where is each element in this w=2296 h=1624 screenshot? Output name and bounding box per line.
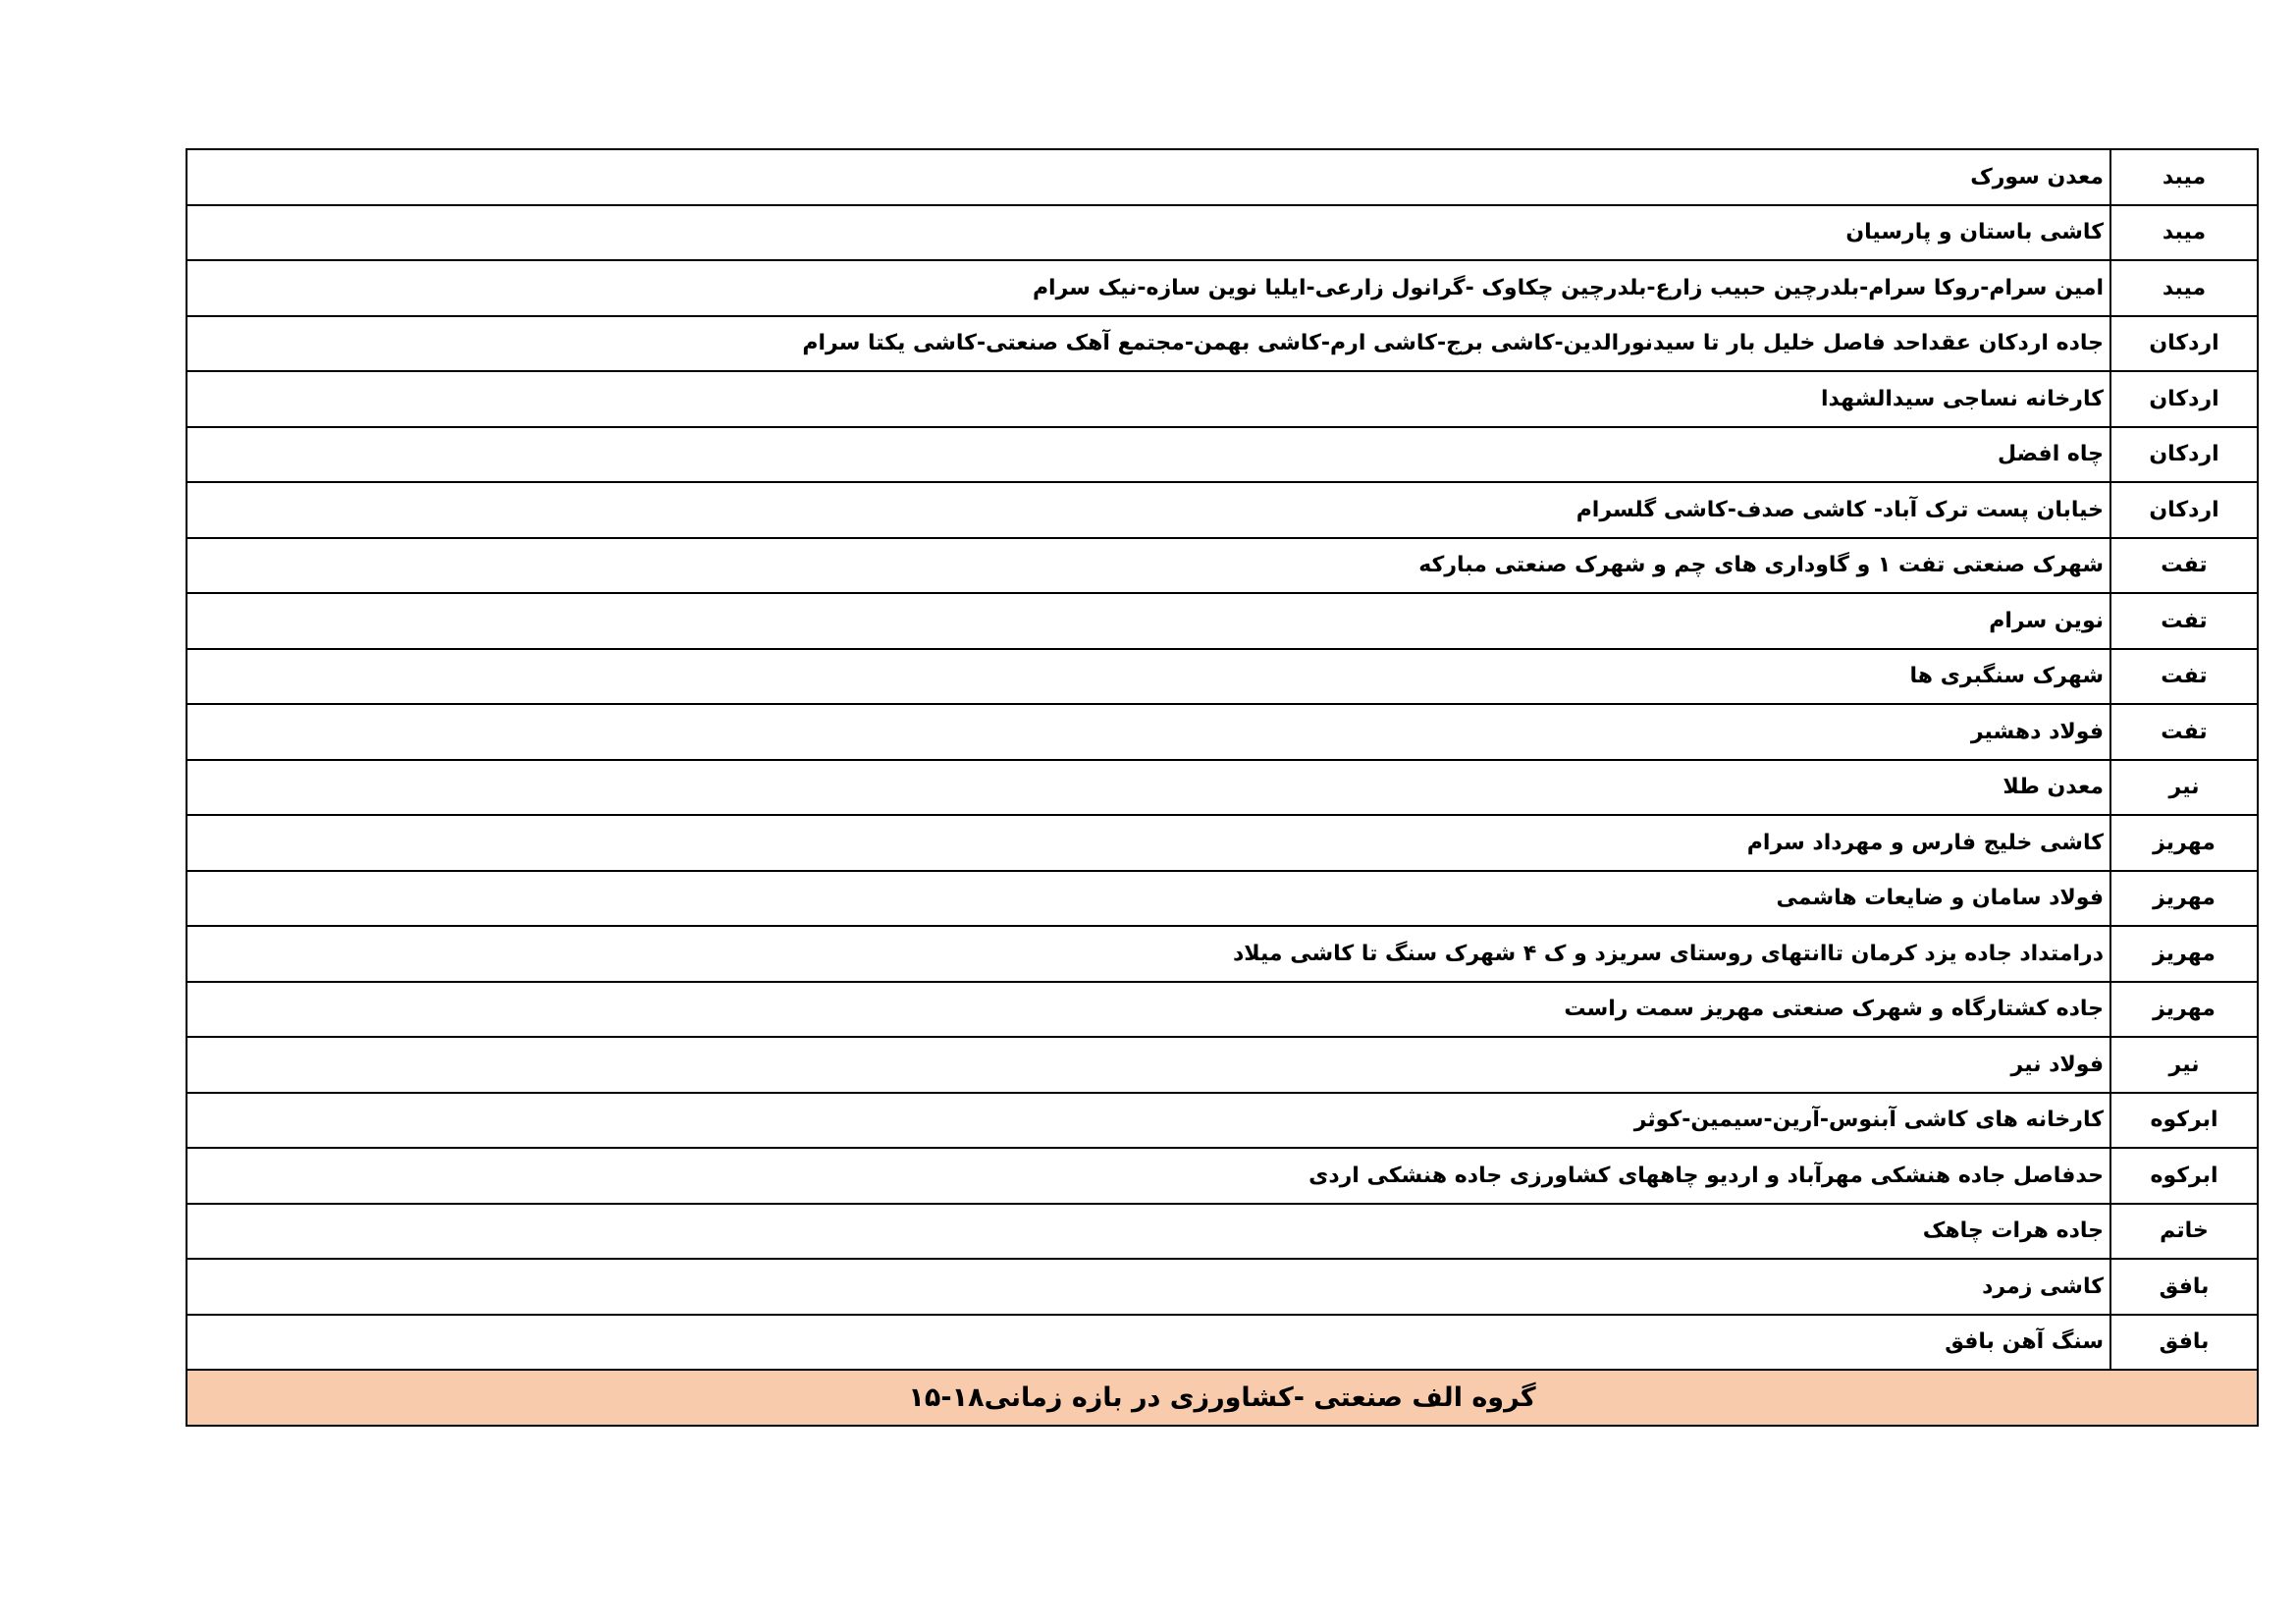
table-row xyxy=(187,704,2258,760)
area-cell: شهرک صنعتی تفت ۱ و گاوداری های چم و شهرک صنعتی مبارکه xyxy=(187,538,2110,594)
table-row xyxy=(187,649,2258,705)
city-cell: مهریز xyxy=(2110,815,2258,871)
city-cell: مهریز xyxy=(2110,926,2258,982)
table-row xyxy=(187,1259,2258,1315)
city-cell: اردکان xyxy=(2110,316,2258,372)
city-cell: نیر xyxy=(2110,1037,2258,1093)
city-cell: تفت xyxy=(2110,593,2258,649)
table-row xyxy=(187,982,2258,1038)
area-cell: چاه افضل xyxy=(187,427,2110,483)
table-row xyxy=(187,760,2258,816)
area-cell: فولاد دهشیر xyxy=(187,704,2110,760)
table-row xyxy=(187,1148,2258,1204)
table-body xyxy=(187,149,2258,1426)
city-cell: اردکان xyxy=(2110,427,2258,483)
schedule-sheet xyxy=(186,148,2259,1427)
table-row xyxy=(187,815,2258,871)
area-cell: سنگ آهن بافق xyxy=(187,1315,2110,1371)
table-row xyxy=(187,926,2258,982)
area-cell: کاشی زمرد xyxy=(187,1259,2110,1315)
table-row xyxy=(187,1037,2258,1093)
table-row xyxy=(187,149,2258,205)
area-cell: خیابان پست ترک آباد- کاشی صدف-کاشی گلسرام xyxy=(187,482,2110,538)
area-cell: کاشی باستان و پارسیان xyxy=(187,205,2110,261)
table-row xyxy=(187,538,2258,594)
table-row xyxy=(187,205,2258,261)
table-row xyxy=(187,371,2258,427)
area-cell: معدن طلا xyxy=(187,760,2110,816)
city-cell: ابرکوه xyxy=(2110,1148,2258,1204)
city-cell: تفت xyxy=(2110,704,2258,760)
area-cell: کارخانه نساجی سیدالشهدا xyxy=(187,371,2110,427)
table-row xyxy=(187,1315,2258,1371)
table-row xyxy=(187,316,2258,372)
schedule-table xyxy=(186,148,2259,1427)
table-row xyxy=(187,1093,2258,1149)
city-cell: اردکان xyxy=(2110,371,2258,427)
area-cell: فولاد سامان و ضایعات هاشمی xyxy=(187,871,2110,927)
area-cell: نوین سرام xyxy=(187,593,2110,649)
area-cell: جاده کشتارگاه و شهرک صنعتی مهریز سمت راست xyxy=(187,982,2110,1038)
table-row xyxy=(187,593,2258,649)
area-cell: فولاد نیر xyxy=(187,1037,2110,1093)
area-cell: کاشی خلیج فارس و مهرداد سرام xyxy=(187,815,2110,871)
city-cell: میبد xyxy=(2110,149,2258,205)
city-cell: خاتم xyxy=(2110,1204,2258,1260)
city-cell: ابرکوه xyxy=(2110,1093,2258,1149)
city-cell: میبد xyxy=(2110,205,2258,261)
table-row xyxy=(187,1204,2258,1260)
table-row xyxy=(187,871,2258,927)
city-cell: مهریز xyxy=(2110,982,2258,1038)
table-row xyxy=(187,427,2258,483)
city-cell: بافق xyxy=(2110,1315,2258,1371)
city-cell: مهریز xyxy=(2110,871,2258,927)
area-cell: امین سرام-روکا سرام-بلدرچین حبیب زارع-بلدرچین چکاوک -گرانول زارعی-ایلیا نوین سازه-نیک سرام xyxy=(187,260,2110,316)
area-cell: شهرک سنگبری ها xyxy=(187,649,2110,705)
table-row xyxy=(187,482,2258,538)
city-cell: اردکان xyxy=(2110,482,2258,538)
city-cell: نیر xyxy=(2110,760,2258,816)
city-cell: میبد xyxy=(2110,260,2258,316)
area-cell: درامتداد جاده یزد کرمان تاانتهای روستای سریزد و ک ۴ شهرک سنگ تا کاشی میلاد xyxy=(187,926,2110,982)
city-cell: بافق xyxy=(2110,1259,2258,1315)
area-cell: جاده هرات چاهک xyxy=(187,1204,2110,1260)
city-cell: تفت xyxy=(2110,538,2258,594)
area-cell: حدفاصل جاده هنشکی مهرآباد و اردیو چاههای کشاورزی جاده هنشکی اردی xyxy=(187,1148,2110,1204)
table-row xyxy=(187,260,2258,316)
group-title: گروه الف صنعتی -کشاورزی در بازه زمانی۱۸-۱۵ xyxy=(187,1370,2258,1426)
area-cell: جاده اردکان عقداحد فاصل خلیل بار تا سیدنورالدین-کاشی برج-کاشی ارم-کاشی بهمن-مجتمع آهک صنعتی-کاشی یکتا سرام xyxy=(187,316,2110,372)
area-cell: کارخانه های کاشی آبنوس-آرین-سیمین-کوثر xyxy=(187,1093,2110,1149)
group-footer-row xyxy=(187,1370,2258,1426)
area-cell: معدن سورک xyxy=(187,149,2110,205)
city-cell: تفت xyxy=(2110,649,2258,705)
